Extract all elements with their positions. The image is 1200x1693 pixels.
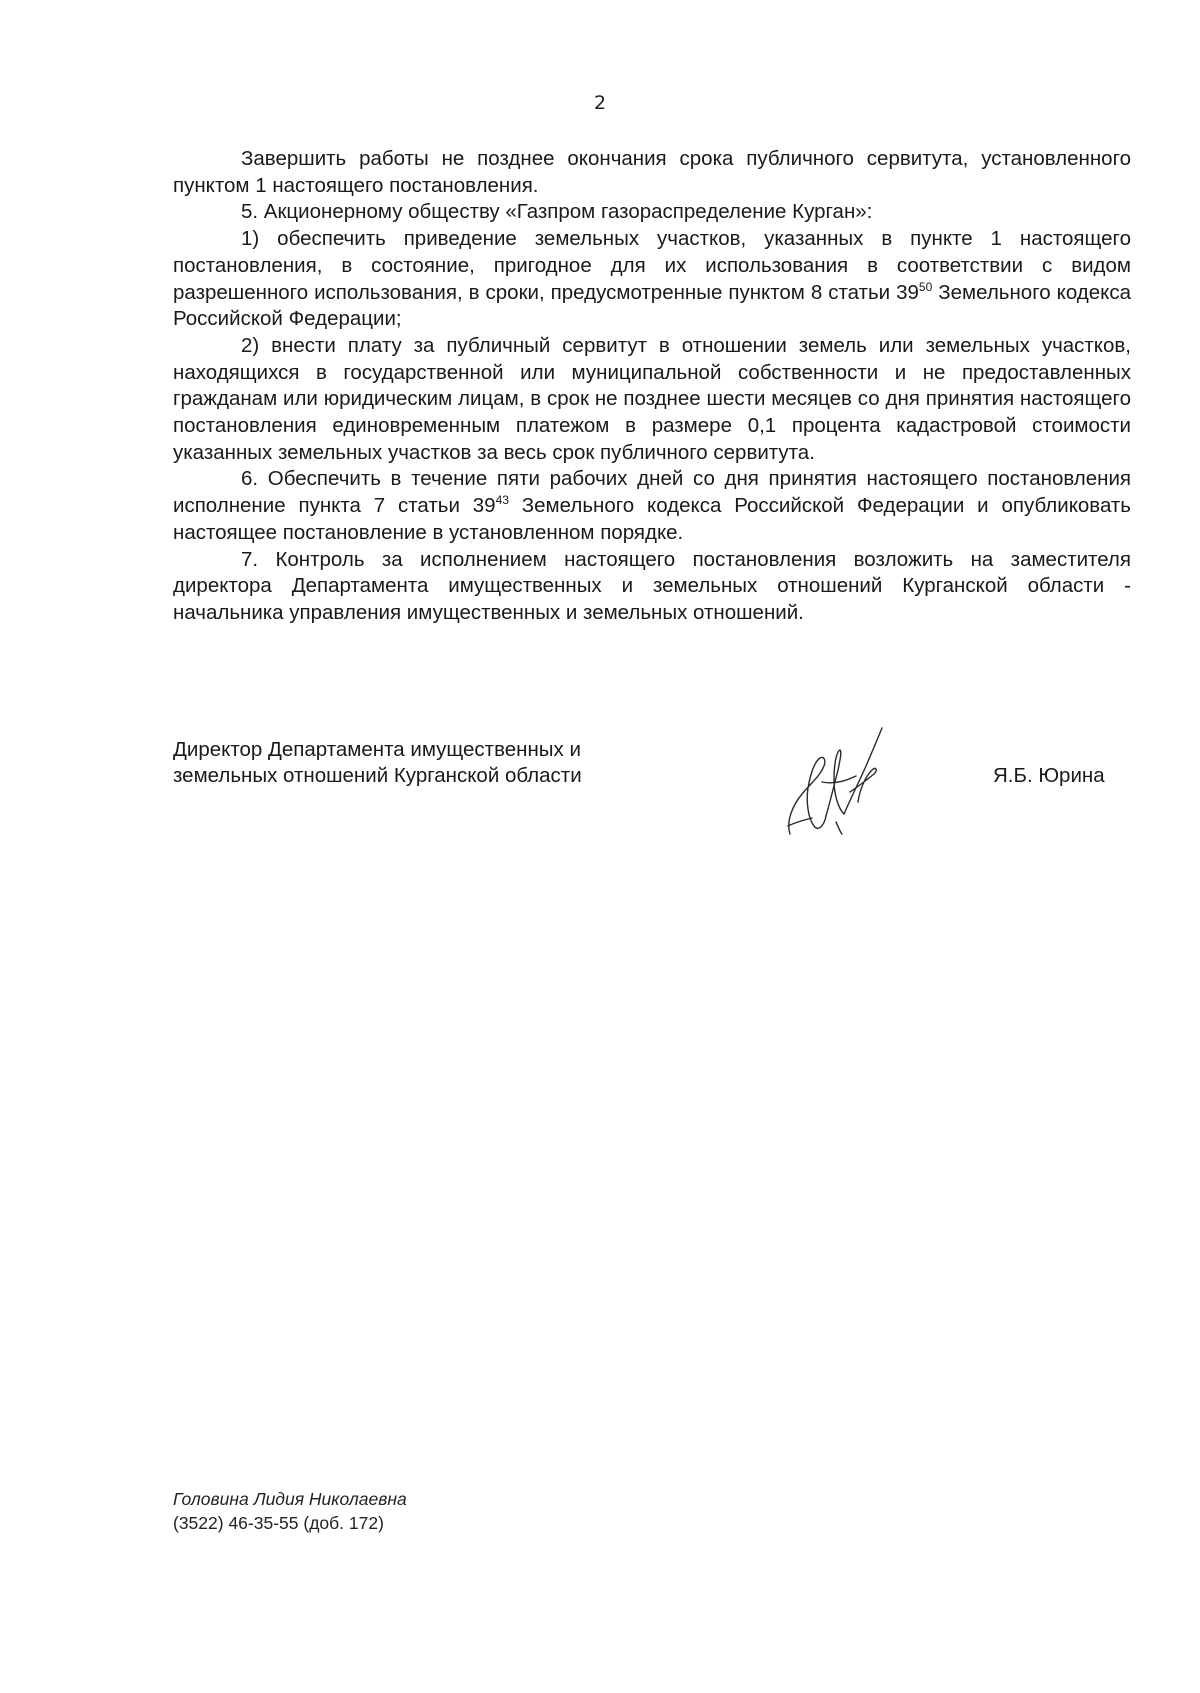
paragraph-completion-deadline bbox=[173, 146, 1131, 199]
contact-name: Головина Лидия Николаевна bbox=[173, 1489, 407, 1509]
paragraph-text: Земельного кодекса Российской Федерации; bbox=[173, 280, 1131, 331]
contact-info bbox=[173, 1487, 407, 1535]
paragraph-item-7: 7. Контроль за исполнением настоящего постановления возложить на заместителя директора Департамента имущественных и земельных отношений Курганской области - начальника управления имущественных и земельных отношений. bbox=[173, 547, 1131, 624]
handwritten-signature bbox=[778, 722, 888, 840]
paragraph-item-6 bbox=[173, 466, 1131, 546]
superscript-article-number: 50 bbox=[918, 279, 933, 294]
paragraph-item-5: 5. Акционерному обществу «Газпром газораспределение Курган»: bbox=[241, 200, 873, 224]
signer-name: Я.Б. Юрина bbox=[993, 764, 1105, 787]
paragraph-item-5-1 bbox=[173, 226, 1131, 333]
paragraph-text: 6. Обеспечить в течение пяти рабочих дней со дня принятия настоящего постановления исполнение пункта 7 статьи 39 bbox=[173, 467, 1131, 518]
document-body bbox=[173, 146, 1131, 627]
paragraph-text: Завершить работы не позднее окончания срока публичного сервитута, установленного пунктом 1 настоящего постановления. bbox=[173, 147, 1131, 197]
signer-position-line: земельных отношений Курганской области bbox=[173, 764, 582, 787]
paragraph-item-5-2: 2) внести плату за публичный сервитут в отношении земель или земельных участков, находящихся в государственной или муниципальной собственности и не предоставленных гражданам или юридическим лицам, в срок не позднее шести месяцев со дня принятия настоящего постановления единовременным платежом в размере 0,1 процента кадастровой стоимости указанных земельных участков за весь срок публичного сервитута. bbox=[173, 333, 1131, 464]
contact-phone: (3522) 46-35-55 (доб. 172) bbox=[173, 1513, 384, 1533]
superscript-article-number: 43 bbox=[495, 493, 509, 508]
page-number: 2 bbox=[593, 92, 607, 114]
paragraph-text: 1) обеспечить приведение земельных участков, указанных в пункте 1 настоящего постановления, в состояние, пригодное для их использования в соответствии с видом разрешенного использования, в сроки, предусмотренные пунктом 8 статьи 39 bbox=[173, 227, 1131, 304]
signer-position-line: Директор Департамента имущественных и bbox=[173, 738, 581, 761]
signer-position bbox=[173, 737, 582, 789]
paragraph-text: Земельного кодекса Российской Федерации и опубликовать настоящее постановление в установленном порядке. bbox=[173, 494, 1131, 544]
